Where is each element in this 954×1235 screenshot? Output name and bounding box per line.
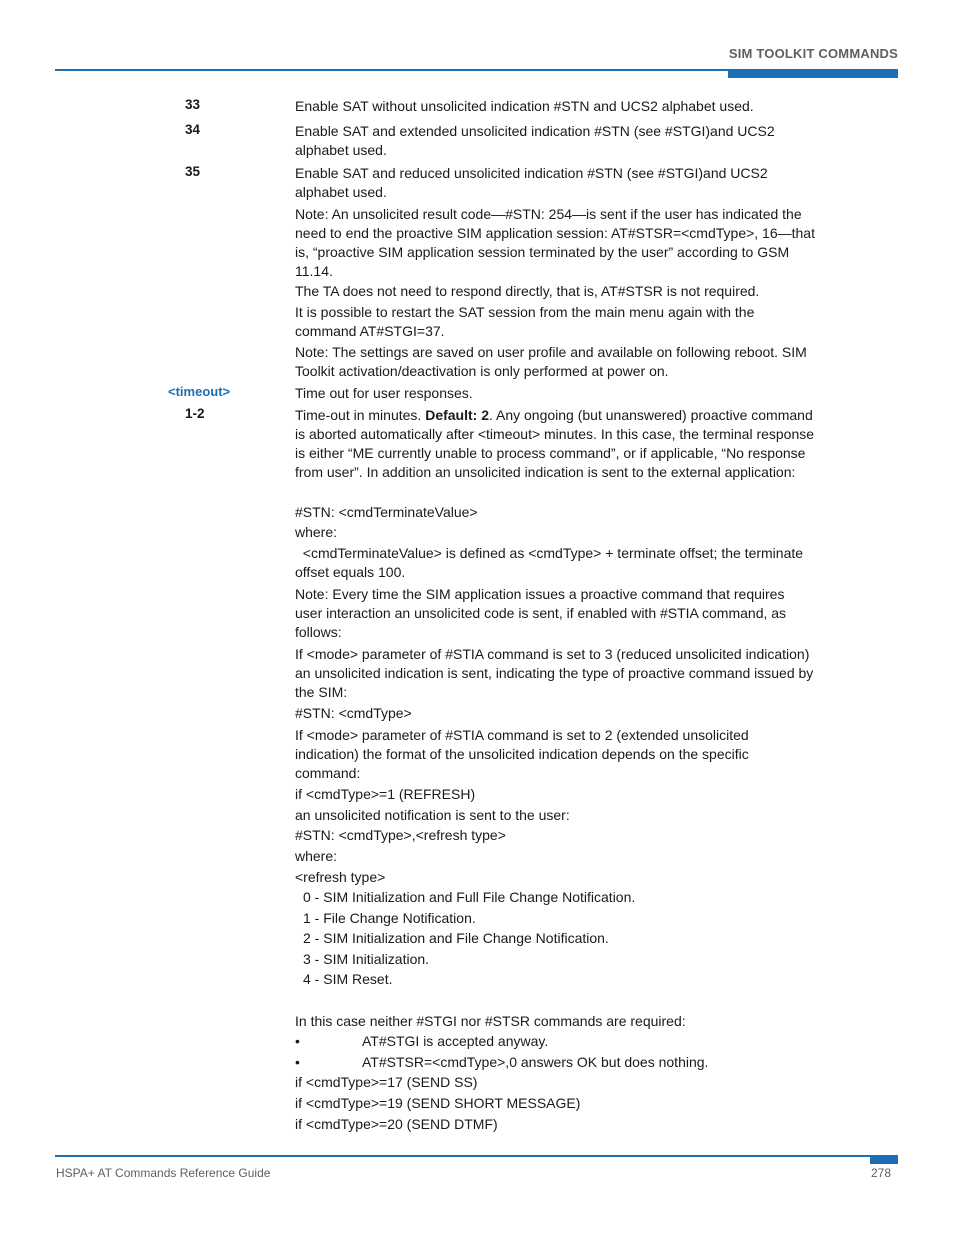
bullet-text: AT#STGI is accepted anyway. — [362, 1033, 549, 1049]
note-text: Note: The settings are saved on user profile and available on following reboot. SIM Toolkit activation/deactivation is only performed at power on. — [295, 344, 807, 379]
param-value-description: Enable SAT and extended unsolicited indication #STN (see #STGI)and UCS2 alphabet used. — [295, 123, 775, 158]
param-value-description: Enable SAT and reduced unsolicited indication #STN (see #STGI)and UCS2 alphabet used. — [295, 165, 768, 200]
paragraph-text: where: — [295, 848, 338, 864]
paragraph-text: if <cmdType>=19 (SEND SHORT MESSAGE) — [295, 1095, 581, 1111]
param-name-link[interactable]: <timeout> — [168, 384, 231, 399]
list-item-text: 0 - SIM Initialization and Full File Change Notification. — [303, 889, 636, 905]
paragraph-text: In this case neither #STGI nor #STSR commands are required: — [295, 1013, 686, 1029]
param-value-label: 34 — [185, 122, 201, 137]
page-number: 278 — [870, 1166, 891, 1180]
list-item-text: 4 - SIM Reset. — [303, 971, 393, 987]
param-value-label: 33 — [185, 97, 201, 112]
param-value-label: 1-2 — [185, 406, 205, 421]
paragraph-text: If <mode> parameter of #STIA command is set to 3 (reduced unsolicited indication) an unsolicited indication is sent, indicating the type of proactive command issued by the SIM: — [295, 646, 814, 700]
bullet-icon: • — [295, 1054, 300, 1070]
paragraph-text: where: — [295, 524, 338, 540]
paragraph-text: <refresh type> — [295, 869, 386, 885]
note-text: Note: An unsolicited result code—#STN: 254—is sent if the user has indicated the need to end the proactive SIM application session: AT#STSR=<cmdType>, 16—that is, “proactive SIM application session terminated by the user” according to GSM 11.14. — [295, 206, 815, 279]
param-value-label: 35 — [185, 164, 201, 179]
list-item-text: 1 - File Change Notification. — [303, 910, 476, 926]
param-description: Time out for user responses. — [295, 385, 473, 401]
section-title: SIM TOOLKIT COMMANDS — [728, 46, 898, 61]
param-value-description — [295, 406, 815, 482]
default-value: Default: 2 — [425, 407, 489, 423]
paragraph-text: an unsolicited notification is sent to the user: — [295, 807, 570, 823]
paragraph-text: #STN: <cmdType>,<refresh type> — [295, 827, 506, 843]
paragraph-text: #STN: <cmdType> — [295, 705, 412, 721]
paragraph-text: <cmdTerminateValue> is defined as <cmdType> + terminate offset; the terminate offset equals 100. — [295, 545, 807, 580]
note-text: Note: Every time the SIM application issues a proactive command that requires user interaction an unsolicited code is sent, if enabled with #STIA command, as follows: — [295, 586, 787, 640]
footer-guide-title: HSPA+ AT Commands Reference Guide — [56, 1166, 271, 1180]
paragraph-text: If <mode> parameter of #STIA command is set to 2 (extended unsolicited indication) the format of the unsolicited indication depends on the specific command: — [295, 727, 749, 781]
paragraph-text: if <cmdType>=20 (SEND DTMF) — [295, 1116, 498, 1132]
header-accent-block — [728, 69, 898, 78]
list-item-text: 3 - SIM Initialization. — [303, 951, 430, 967]
paragraph-text: if <cmdType>=1 (REFRESH) — [295, 786, 476, 802]
param-value-description: Enable SAT without unsolicited indication #STN and UCS2 alphabet used. — [295, 98, 754, 114]
paragraph-text: The TA does not need to respond directly, that is, AT#STSR is not required. — [295, 283, 760, 299]
paragraph-text: #STN: <cmdTerminateValue> — [295, 504, 478, 520]
footer-rule — [55, 1155, 898, 1157]
text-fragment: . Any ongoing (but unanswered) proactive command is aborted automatically after <timeout> minutes. In this case, the terminal response is either “ME currently unable to process command”, or if applicable, “No response from user”. In addition an unsolicited indication is sent to the external application: — [295, 407, 815, 480]
bullet-text: AT#STSR=<cmdType>,0 answers OK but does nothing. — [362, 1054, 709, 1070]
text-fragment: Time-out in minutes. — [295, 407, 426, 423]
bullet-icon: • — [295, 1033, 300, 1049]
paragraph-text: if <cmdType>=17 (SEND SS) — [295, 1074, 478, 1090]
footer-accent-block — [870, 1155, 898, 1164]
list-item-text: 2 - SIM Initialization and File Change Notification. — [303, 930, 609, 946]
paragraph-text: It is possible to restart the SAT session from the main menu again with the command AT#STGI=37. — [295, 304, 755, 339]
